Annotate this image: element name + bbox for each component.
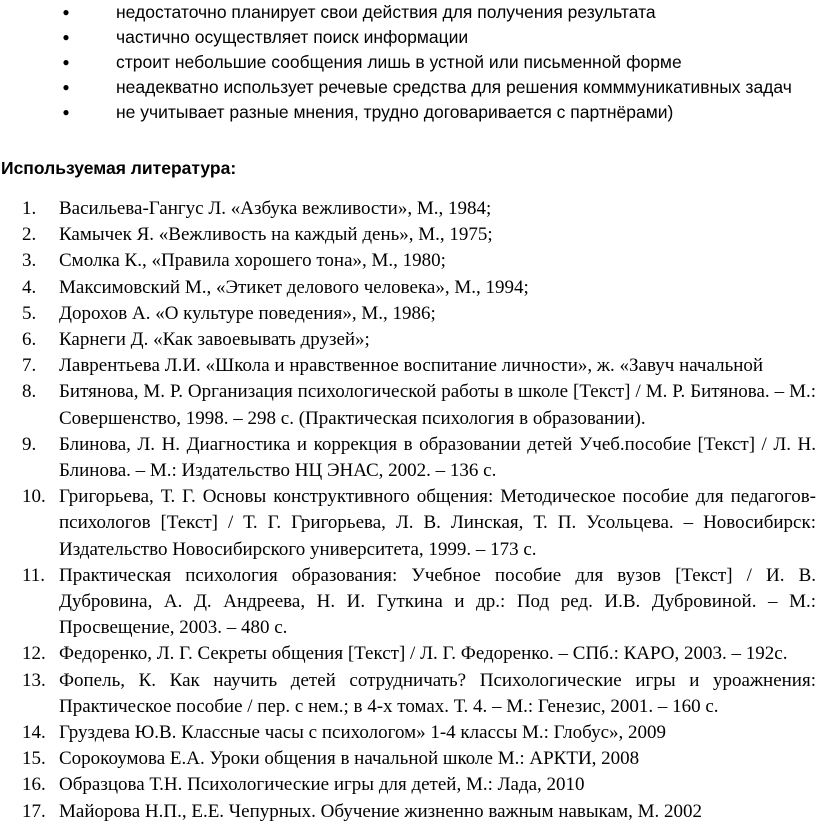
reference-number: 17.	[22, 800, 46, 822]
reference-list	[0, 196, 816, 825]
literature-heading: Используемая литература:	[1, 158, 237, 178]
bullet-text: строит небольшие сообщения лишь в устной или письменной форме	[116, 52, 682, 72]
reference-text: Блинова, Л. Н. Диагностика и коррекция в образовании детей Учеб.пособие [Текст] / Л. Н. Блинова. – М.: Издательство НЦ ЭНАС, 2002. – 136 с.	[59, 433, 816, 482]
reference-number: 13.	[22, 669, 46, 691]
reference-item	[0, 668, 816, 720]
reference-number: 7.	[22, 355, 37, 377]
reference-item	[0, 379, 816, 431]
reference-text: Битянова, М. Р. Организация психологической работы в школе [Текст] / М. Р. Битянова. – М.: Совершенство, 1998. – 298 с. (Практическая психология в образовании).	[59, 381, 816, 429]
bullet-item	[0, 0, 816, 25]
reference-number: 5.	[22, 302, 37, 324]
bullet-text: недостаточно планирует свои действия для получения результата	[116, 2, 656, 22]
reference-text: Васильева-Гангус Л. «Азбука вежливости», М., 1984;	[59, 198, 492, 219]
reference-item	[0, 196, 816, 222]
bullet-text: не учитывает разные мнения, трудно договаривается с партнёрами)	[116, 102, 674, 122]
bullet-item	[0, 50, 816, 75]
reference-text: Практическая психология образования: Учебное пособие для вузов [Текст] / И. В. Дубровина, А. Д. Андреева, Н. И. Гуткина и др.: Под ред. И.В. Дубровиной. – М.: Просвещение, 2003. – 480 с.	[59, 564, 816, 639]
reference-item	[0, 484, 816, 563]
bullet-item	[0, 75, 816, 100]
reference-text: Дорохов А. «О культуре поведения», М., 1986;	[59, 302, 436, 324]
reference-item	[0, 353, 816, 379]
bullet-dot-icon: ●	[62, 105, 70, 119]
reference-number: 11.	[22, 564, 46, 586]
reference-text: Сорокоумова Е.А. Уроки общения в начальной школе М.: АРКТИ, 2008	[59, 748, 640, 770]
reference-item	[0, 772, 816, 798]
reference-number: 4.	[22, 276, 37, 298]
reference-number: 14.	[22, 722, 46, 744]
reference-text: Карнеги Д. «Как завоевывать друзей»;	[59, 329, 370, 351]
reference-item	[0, 746, 816, 772]
reference-number: 10.	[22, 486, 46, 508]
reference-number: 15.	[22, 748, 46, 770]
reference-number: 3.	[22, 250, 37, 272]
reference-number: 6.	[22, 329, 37, 351]
bullet-text: частично осуществляет поиск информации	[116, 27, 469, 47]
reference-item	[0, 432, 816, 484]
reference-item	[0, 248, 816, 274]
reference-item	[0, 720, 816, 746]
reference-item	[0, 222, 816, 248]
reference-text: Максимовский М., «Этикет делового человека», М., 1994;	[59, 276, 529, 298]
reference-item	[0, 275, 816, 301]
reference-number: 9.	[22, 433, 37, 455]
bullet-item	[0, 100, 816, 125]
reference-item	[0, 563, 816, 642]
reference-number: 1.	[22, 198, 37, 219]
reference-item	[0, 301, 816, 327]
reference-text: Камычек Я. «Вежливость на каждый день», М., 1975;	[59, 224, 493, 246]
reference-number: 16.	[22, 774, 46, 796]
bullet-dot-icon: ●	[62, 30, 70, 44]
reference-text: Груздева Ю.В. Классные часы с психологом» 1-4 классы М.: Глобус», 2009	[59, 722, 667, 744]
reference-number: 8.	[22, 381, 37, 403]
bullet-dot-icon: ●	[62, 80, 70, 94]
bullet-item	[0, 25, 816, 50]
reference-item	[0, 327, 816, 353]
reference-text: Образцова Т.Н. Психологические игры для детей, М.: Лада, 2010	[59, 774, 585, 796]
reference-number: 2.	[22, 224, 37, 246]
criteria-bullet-list	[0, 0, 816, 125]
reference-text: Лаврентьева Л.И. «Школа и нравственное воспитание личности», ж. «Завуч начальной	[59, 355, 764, 377]
reference-text: Федоренко, Л. Г. Секреты общения [Текст] / Л. Г. Федоренко. – СПб.: КАРО, 2003. – 192с.	[59, 643, 788, 665]
reference-text: Майорова Н.П., Е.Е. Чепурных. Обучение жизненно важным навыкам, М. 2002	[59, 800, 702, 822]
reference-text: Григорьева, Т. Г. Основы конструктивного общения: Методическое пособие для педагогов-психологов [Текст] / Т. Г. Григорьева, Л. В. Линская, Т. П. Усольцева. – Новосибирск: Издательство Новосибирского университета, 1999. – 173 с.	[59, 486, 816, 560]
reference-text: Смолка К., «Правила хорошего тона», М., 1980;	[59, 250, 446, 272]
reference-number: 12.	[22, 643, 46, 665]
bullet-text: неадекватно использует речевые средства для решения комммуникативных задач	[116, 77, 792, 97]
reference-text: Фопель, К. Как научить детей сотрудничать? Психологические игры и уроажнения: Практическое пособие / пер. с нем.; в 4-х томах. Т. 4. – М.: Генезис, 2001. – 160 с.	[59, 669, 816, 717]
reference-item	[0, 799, 816, 825]
reference-item	[0, 641, 816, 667]
bullet-dot-icon: ●	[62, 5, 70, 19]
bullet-dot-icon: ●	[62, 55, 70, 69]
